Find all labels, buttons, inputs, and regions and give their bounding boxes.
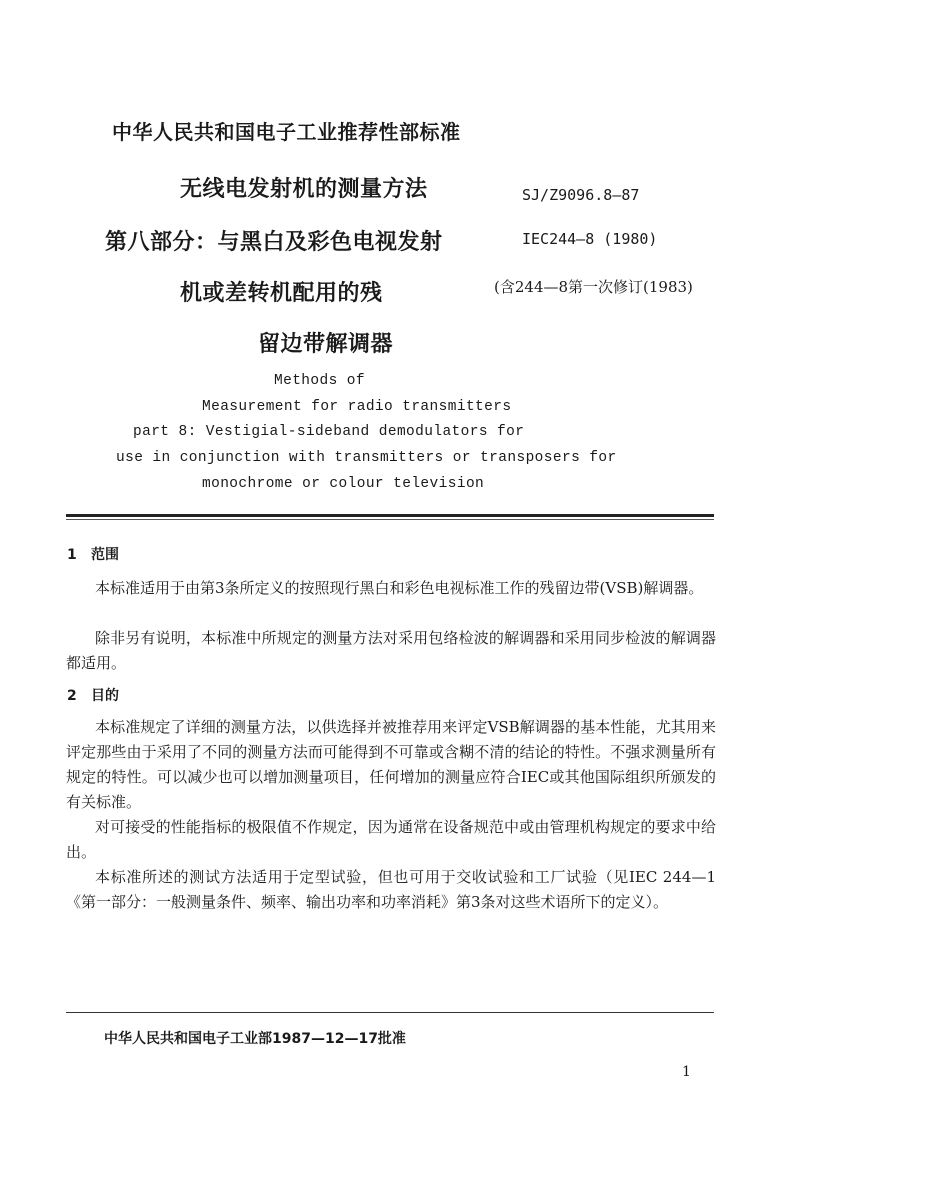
english-title-line-5: monochrome or colour television xyxy=(202,476,485,492)
section-number: 2 xyxy=(67,688,77,704)
header-divider-thin xyxy=(66,519,714,520)
scope-paragraph-2: 除非另有说明，本标准中所规定的测量方法对采用包络检波的解调器和采用同步检波的解调器都适用。 xyxy=(66,629,716,672)
issuing-organization: 中华人民共和国电子工业推荐性部标准 xyxy=(112,120,461,144)
title-line-1: 无线电发射机的测量方法 xyxy=(180,177,428,202)
purpose-paragraph-2: 对可接受的性能指标的极限值不作规定，因为通常在设备规范中或由管理机构规定的要求中给出。 xyxy=(66,818,716,861)
english-title-line-1: Methods of xyxy=(274,373,366,389)
english-title-line-2: Measurement for radio transmitters xyxy=(202,399,512,415)
section-heading-purpose xyxy=(67,685,119,705)
purpose-paragraph-1: 本标准规定了详细的测量方法，以供选择并被推荐用来评定VSB解调器的基本性能，尤其用来评定那些由于采用了不同的测量方法而可能得到不可靠或含糊不清的结论的特性。不强求测量所有规定的特性。可以减少也可以增加测量项目，任何增加的测量应符合IEC或其他国际组织所颁发的有关标准。 xyxy=(66,718,716,811)
footer-divider xyxy=(66,1012,714,1013)
english-title-line-4: use in conjunction with transmitters or transposers for xyxy=(116,450,617,466)
title-line-4: 留边带解调器 xyxy=(258,332,394,357)
iec-reference: IEC244—8 (1980) xyxy=(522,230,658,248)
standard-number: SJ/Z9096.8—87 xyxy=(522,186,640,204)
title-line-3: 机或差转机配用的残 xyxy=(180,281,383,306)
scope-paragraph-1: 本标准适用于由第3条所定义的按照现行黑白和彩色电视标准工作的残留边带(VSB)解调器。 xyxy=(95,579,704,597)
section-number: 1 xyxy=(67,547,77,563)
amendment-note: (含244—8第一次修订(1983) xyxy=(494,278,693,296)
english-title-line-3: part 8: Vestigial-sideband demodulators for xyxy=(133,424,525,440)
page-number: 1 xyxy=(682,1064,691,1080)
section-title: 范围 xyxy=(91,547,119,563)
title-line-2: 第八部分：与黑白及彩色电视发射 xyxy=(105,230,443,255)
header-divider xyxy=(66,514,714,517)
approval-line: 中华人民共和国电子工业部1987—12—17批准 xyxy=(104,1031,406,1047)
section-title: 目的 xyxy=(91,688,119,704)
section-heading-scope xyxy=(67,544,119,564)
purpose-paragraph-3: 本标准所述的测试方法适用于定型试验，但也可用于交收试验和工厂试验（见IEC 244—1《第一部分：一般测量条件、频率、输出功率和功率消耗》第3条对这些术语所下的定义）。 xyxy=(66,868,716,911)
